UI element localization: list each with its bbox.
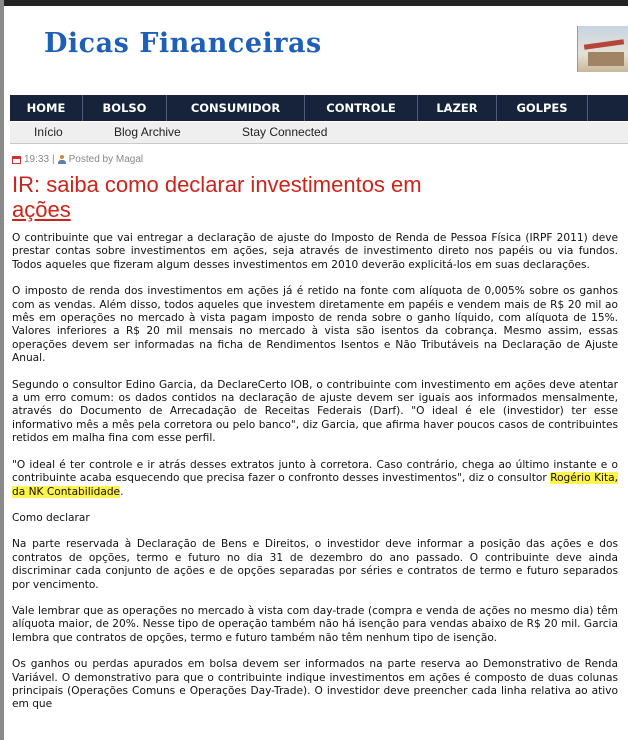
post-title[interactable]: [12, 172, 612, 222]
subnav-item-blog-archive[interactable]: Blog Archive: [114, 125, 181, 139]
banner-shape: [584, 39, 624, 50]
post-title-line2[interactable]: ações: [12, 197, 71, 222]
user-icon: [58, 155, 66, 164]
calendar-icon: [12, 156, 21, 164]
paragraph: Vale lembrar que as operações no mercado à vista com day-trade (compra e venda de ações no mesmo dia) têm alíquota maior, de 20%. Nesse tipo de operação também não há isenção para vendas abaixo de R$ 20 mil. Garcia lembra que contratos de opções, termo e futuro também não têm nenhum tipo de isenção.: [12, 604, 618, 644]
post-time: 19:33: [24, 154, 50, 165]
nav-item-consumidor[interactable]: CONSUMIDOR: [167, 95, 305, 121]
header-banner-image: [577, 26, 628, 72]
paragraph: Os ganhos ou perdas apurados em bolsa devem ser informados na parte reserva ao Demonstrativo de Renda Variável. O demonstrativo para que o contribuinte indique investimentos em ações é composto de duas colunas principais (Operações Comuns e Operações Day-Trade). O investidor deve preencher cada linha relativa ao ativo em que: [12, 658, 618, 711]
post-meta: [12, 154, 143, 165]
banner-shape: [588, 52, 624, 66]
nav-item-lazer[interactable]: LAZER: [418, 95, 497, 121]
meta-separator: |: [52, 154, 55, 165]
section-heading: Como declarar: [12, 511, 90, 524]
nav-item-golpes[interactable]: GOLPES: [497, 95, 588, 121]
nav-item-home[interactable]: HOME: [10, 95, 83, 121]
nav-item-controle[interactable]: CONTROLE: [305, 95, 418, 121]
paragraph: O contribuinte que vai entregar a declaração de ajuste do Imposto de Renda de Pessoa Física (IRPF 2011) deve prestar contas sobre investimentos em ações, seja através de investimento direto nos papéis ou via fundos. Todos aqueles que fizeram algum desses investimentos em 2010 deverão explicitá-los em suas declarações.: [12, 232, 618, 271]
post-body: [12, 232, 618, 725]
left-border: [0, 0, 4, 740]
subnav-item-inicio[interactable]: Início: [34, 125, 63, 139]
highlighted-name: Rogério Kita, da NK Contabilidade: [12, 472, 618, 498]
sub-nav: [10, 122, 628, 144]
paragraph: Na parte reservada à Declaração de Bens e Direitos, o investidor deve informar a posição das ações e dos contratos de opções, termo e futuro no dia 31 de dezembro do ano passado. O contribuinte deve ainda discriminar cada conjunto de ações e de opções separadas por séries e contratos de termo e futuro separados por vencimento.: [12, 538, 618, 591]
paragraph: [12, 459, 618, 499]
main-nav: [10, 95, 628, 121]
nav-item-bolso[interactable]: BOLSO: [83, 95, 167, 121]
quote-end: .: [120, 485, 124, 498]
post-author[interactable]: Posted by Magal: [68, 154, 144, 165]
top-border: [4, 0, 628, 6]
quote-text: "O ideal é ter controle e ir atrás desses extratos junto à corretora. Caso contrário, chega ao último instante e o contribuinte acaba esquecendo que precisa fazer o confronto desses investimentos", diz o consultor: [12, 458, 618, 485]
paragraph: Segundo o consultor Edino Garcia, da DeclareCerto IOB, o contribuinte com investimento em ações deve atentar a um erro comum: os dados contidos na declaração de ajuste devem ser iguais aos informados mensalmente, através do Documento de Arrecadação de Receitas Federais (Darf). "O ideal é ele (investidor) ter esse informativo mês a mês pela corretora ou pelo banco", diz Garcia, que afirma haver poucos casos de contribuintes retidos em malha fina com esse perfil.: [12, 378, 618, 445]
post-title-line1[interactable]: IR: saiba como declarar investimentos em: [12, 172, 422, 197]
site-title[interactable]: Dicas Financeiras: [44, 28, 322, 59]
subnav-item-stay-connected[interactable]: Stay Connected: [242, 125, 328, 139]
paragraph: O imposto de renda dos investimentos em ações já é retido na fonte com alíquota de 0,005% sobre os ganhos com as vendas. Além disso, todos aqueles que investem diretamente em papéis e vendem mais de R$ 20 mil ao mês em operações no mercado à vista pagam imposto de renda sobre o ganho líquido, com alíquota de 15%. Valores inferiores a R$ 20 mil mensais no mercado à vista são isentos da cobrança. Mesmo assim, essas operações devem ser informadas na ficha de Rendimentos Isentos e Não Tributáveis na Declaração de Ajuste Anual.: [12, 285, 618, 365]
